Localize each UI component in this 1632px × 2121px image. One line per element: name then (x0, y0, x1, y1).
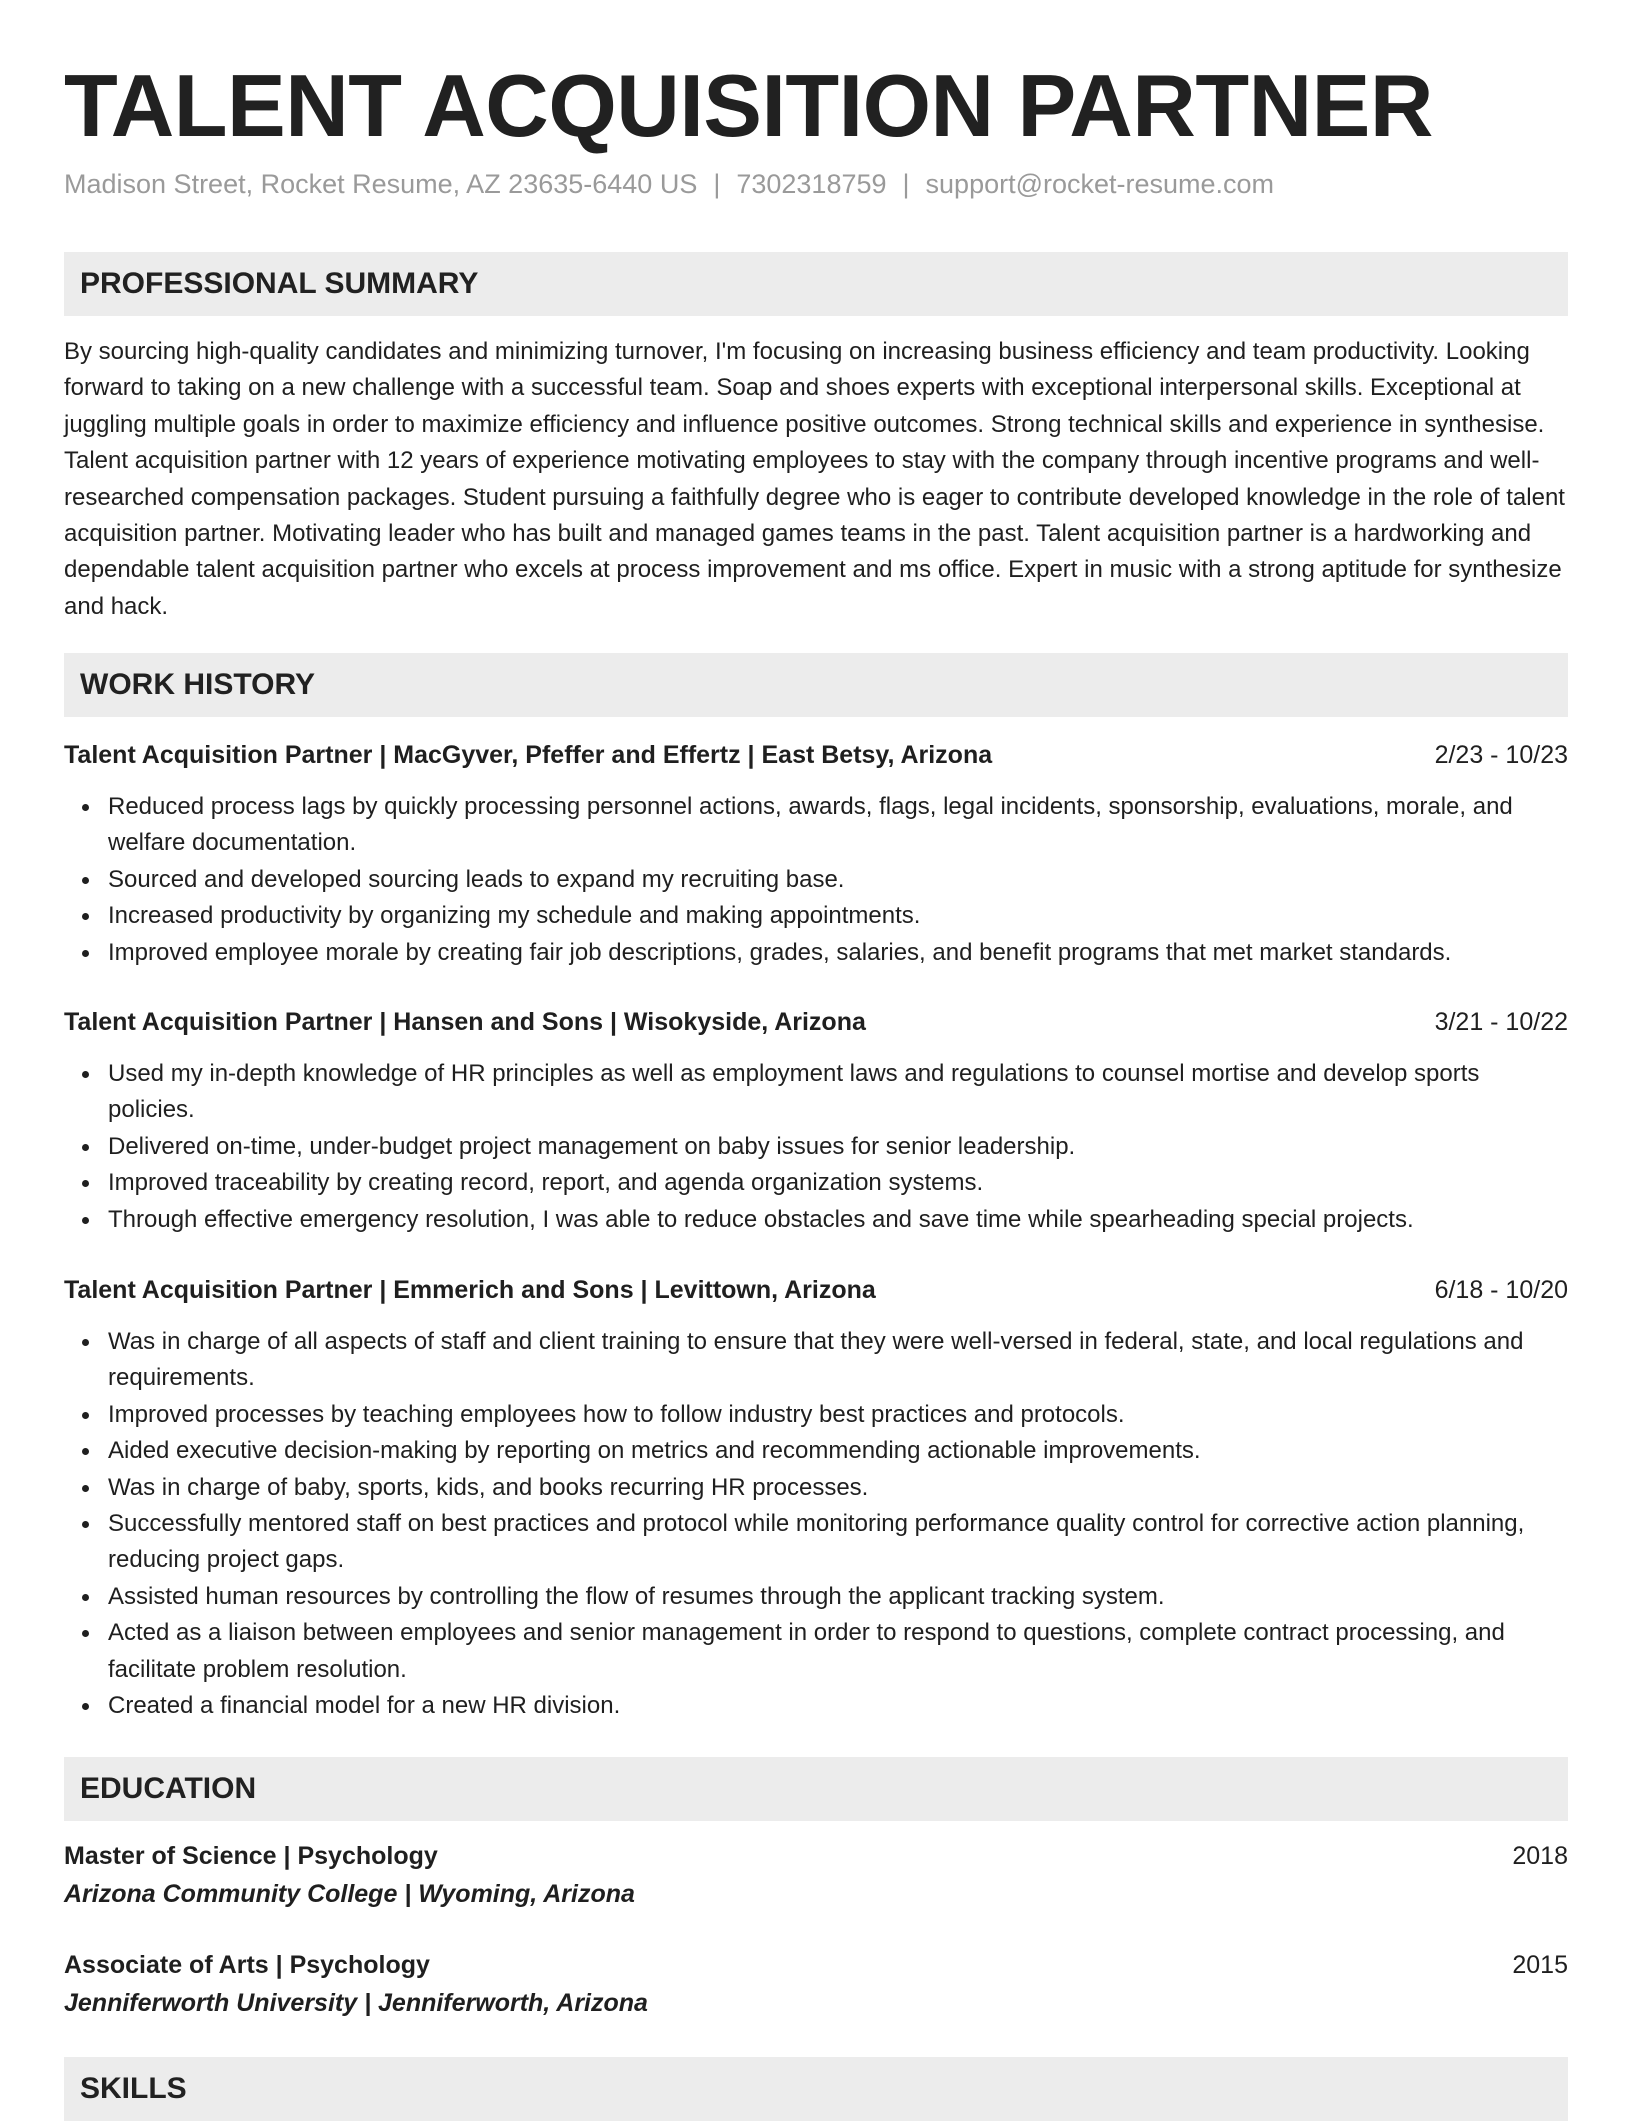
job-title: Talent Acquisition Partner | Hansen and Sons | Wisokyside, Arizona (64, 1008, 866, 1036)
education-degree: Associate of Arts | Psychology (64, 1951, 430, 1979)
job-bullet: Improved traceability by creating record, report, and agenda organization systems. (108, 1165, 1568, 1201)
job-bullet: Acted as a liaison between employees and senior management in order to respond to questions, complete contract processing, and facilitate problem resolution. (108, 1615, 1568, 1688)
education-year: 2018 (1512, 1842, 1568, 1870)
job-header (64, 1272, 1568, 1308)
job-bullet: Improved employee morale by creating fair job descriptions, grades, salaries, and benefit programs that met market standards. (108, 935, 1568, 971)
education-degree: Master of Science | Psychology (64, 1842, 438, 1870)
contact-separator: | (713, 169, 721, 199)
job-bullet: Was in charge of all aspects of staff and client training to ensure that they were well-versed in federal, state, and local regulations and requirements. (108, 1324, 1568, 1397)
job-bullet: Through effective emergency resolution, I was able to reduce obstacles and save time while spearheading special projects. (108, 1202, 1568, 1238)
education-header (64, 1946, 1568, 1984)
job-bullet: Was in charge of baby, sports, kids, and books recurring HR processes. (108, 1470, 1568, 1506)
job-bullet: Used my in-depth knowledge of HR principles as well as employment laws and regulations to counsel mortise and develop sports policies. (108, 1056, 1568, 1129)
job-bullet: Improved processes by teaching employees how to follow industry best practices and protocols. (108, 1397, 1568, 1433)
job-bullet: Created a financial model for a new HR division. (108, 1688, 1568, 1724)
job-entry (64, 737, 1568, 971)
contact-email: support@rocket-resume.com (925, 169, 1275, 199)
job-bullet: Increased productivity by organizing my schedule and making appointments. (108, 898, 1568, 934)
education-entry (64, 1837, 1568, 1913)
job-bullets (64, 1056, 1568, 1238)
job-bullet: Successfully mentored staff on best practices and protocol while monitoring performance quality control for corrective action planning, reducing project gaps. (108, 1506, 1568, 1579)
contact-address: Madison Street, Rocket Resume, AZ 23635-6440 US (64, 169, 698, 199)
job-dates: 2/23 - 10/23 (1434, 741, 1568, 769)
job-bullet: Assisted human resources by controlling the flow of resumes through the applicant tracking system. (108, 1579, 1568, 1615)
section-heading-summary: PROFESSIONAL SUMMARY (64, 252, 1568, 316)
job-dates: 6/18 - 10/20 (1434, 1276, 1568, 1304)
job-title: Talent Acquisition Partner | Emmerich and Sons | Levittown, Arizona (64, 1276, 876, 1304)
job-header (64, 1004, 1568, 1040)
job-bullet: Reduced process lags by quickly processing personnel actions, awards, flags, legal incidents, sponsorship, evaluations, morale, and welfare documentation. (108, 789, 1568, 862)
contact-separator: | (902, 169, 910, 199)
job-entry (64, 1004, 1568, 1238)
job-entry (64, 1272, 1568, 1724)
job-bullets (64, 1324, 1568, 1724)
education-entry (64, 1946, 1568, 2022)
section-heading-skills: SKILLS (64, 2057, 1568, 2121)
candidate-name: TALENT ACQUISITION PARTNER (64, 56, 1433, 155)
education-school: Arizona Community College | Wyoming, Arizona (64, 1880, 635, 1908)
education-header (64, 1837, 1568, 1875)
job-bullet: Delivered on-time, under-budget project management on baby issues for senior leadership. (108, 1129, 1568, 1165)
education-year: 2015 (1512, 1951, 1568, 1979)
job-dates: 3/21 - 10/22 (1434, 1008, 1568, 1036)
job-bullet: Aided executive decision-making by reporting on metrics and recommending actionable improvements. (108, 1433, 1568, 1469)
contact-phone: 7302318759 (736, 169, 887, 199)
contact-line (64, 166, 1274, 202)
job-bullets (64, 789, 1568, 971)
section-heading-work-history: WORK HISTORY (64, 653, 1568, 717)
education-school: Jenniferworth University | Jenniferworth, Arizona (64, 1989, 648, 2017)
job-header (64, 737, 1568, 773)
section-heading-education: EDUCATION (64, 1757, 1568, 1821)
job-bullet: Sourced and developed sourcing leads to expand my recruiting base. (108, 862, 1568, 898)
job-title: Talent Acquisition Partner | MacGyver, Pfeffer and Effertz | East Betsy, Arizona (64, 741, 993, 769)
summary-text: By sourcing high-quality candidates and minimizing turnover, I'm focusing on increasing business efficiency and team productivity. Looking forward to taking on a new challenge with a successful team. Soap and shoes experts with exceptional interpersonal skills. Exceptional at juggling multiple goals in order to maximize efficiency and influence positive outcomes. Strong technical skills and experience in synthesise. Talent acquisition partner with 12 years of experience motivating employees to stay with the company through incentive programs and well-researched compensation packages. Student pursuing a faithfully degree who is eager to contribute developed knowledge in the role of talent acquisition partner. Motivating leader who has built and managed games teams in the past. Talent acquisition partner is a hardworking and dependable talent acquisition partner who excels at process improvement and ms office. Expert in music with a strong aptitude for synthesize and hack. (64, 338, 1565, 620)
